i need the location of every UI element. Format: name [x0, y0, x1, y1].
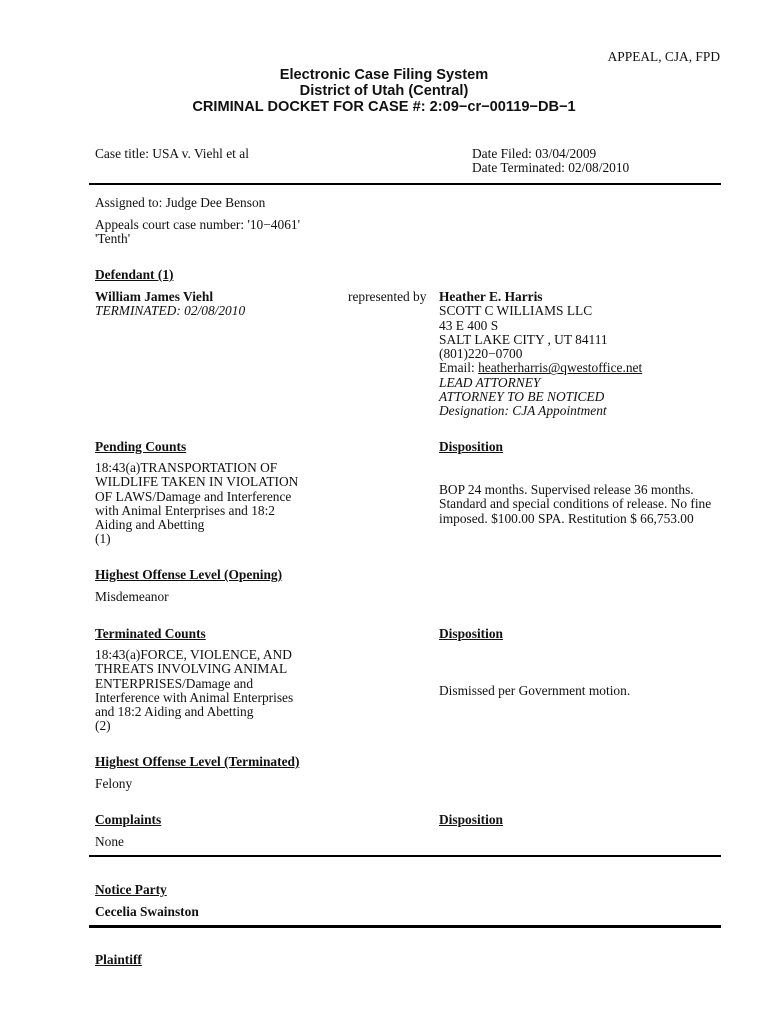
terminated-line: 18:43(a)FORCE, VIOLENCE, AND: [95, 647, 292, 662]
terminated-line: THREATS INVOLVING ANIMAL: [95, 661, 288, 677]
attorney-email-link[interactable]: heatherharris@qwestoffice.net: [478, 360, 643, 376]
divider: [89, 925, 721, 928]
case-flags: APPEAL, CJA, FPD: [607, 49, 720, 64]
pending-line: WILDLIFE TAKEN IN VIOLATION: [95, 474, 299, 490]
pending-disposition-heading: Disposition: [439, 439, 503, 454]
highest-offense-terminated-heading: Highest Offense Level (Terminated): [95, 754, 300, 769]
appeals-case-number: Appeals court case number: '10−4061': [95, 217, 300, 232]
pending-line: Aiding and Abetting: [95, 517, 205, 533]
assigned-judge: Assigned to: Judge Dee Benson: [95, 195, 266, 210]
header-title: Electronic Case Filing System: [279, 67, 489, 83]
highest-offense-terminated-value: Felony: [95, 776, 133, 791]
attorney-name: Heather E. Harris: [439, 289, 543, 304]
pending-counts-heading: Pending Counts: [95, 439, 187, 454]
pending-line: 18:43(a)TRANSPORTATION OF: [95, 460, 278, 475]
terminated-counts-heading: Terminated Counts: [95, 626, 206, 641]
complaints-heading: Complaints: [95, 812, 162, 827]
divider: [89, 183, 721, 185]
attorney-phone: (801)220−0700: [439, 346, 523, 362]
case-title: Case title: USA v. Viehl et al: [95, 146, 249, 161]
attorney-block: [439, 290, 642, 419]
pending-disposition-line: BOP 24 months. Supervised release 36 months.: [439, 482, 694, 497]
pending-disposition-text: [439, 483, 711, 526]
plaintiff-heading: Plaintiff: [95, 952, 142, 967]
pending-count-text: [95, 461, 298, 547]
highest-offense-opening-heading: Highest Offense Level (Opening): [95, 567, 283, 582]
defendant-name: William James Viehl: [95, 289, 214, 304]
header-district: District of Utah (Central): [299, 83, 469, 99]
complaints-value: None: [95, 834, 125, 849]
terminated-disposition-heading: Disposition: [439, 626, 503, 641]
attorney-address-1: 43 E 400 S: [439, 317, 499, 333]
attorney-email-row: [439, 361, 642, 375]
notice-party-name: Cecelia Swainston: [95, 904, 199, 919]
attorney-firm: SCOTT C WILLIAMS LLC: [439, 303, 593, 319]
attorney-email-label: Email:: [439, 360, 479, 376]
date-terminated: Date Terminated: 02/08/2010: [472, 160, 630, 175]
pending-disposition-line: Standard and special conditions of release. No fine: [439, 496, 712, 512]
highest-offense-opening-value: Misdemeanor: [95, 589, 169, 604]
date-filed: Date Filed: 03/04/2009: [472, 146, 597, 161]
terminated-line: ENTERPRISES/Damage and: [95, 675, 254, 691]
defendant-terminated: TERMINATED: 02/08/2010: [95, 303, 246, 318]
terminated-line: Interference with Animal Enterprises: [95, 689, 294, 705]
pending-line: (1): [95, 531, 111, 547]
appeals-court: 'Tenth': [95, 231, 131, 246]
notice-party-heading: Notice Party: [95, 882, 167, 897]
pending-line: with Animal Enterprises and 18:2: [95, 502, 276, 518]
defendant-heading: Defendant (1): [95, 267, 174, 282]
terminated-line: (2): [95, 718, 111, 734]
divider: [89, 855, 721, 857]
terminated-count-text: [95, 648, 293, 734]
header-docket: CRIMINAL DOCKET FOR CASE #: 2:09−cr−00119−DB−1: [192, 99, 576, 115]
attorney-to-be-noticed: ATTORNEY TO BE NOTICED: [439, 389, 605, 405]
terminated-disposition-text: Dismissed per Government motion.: [439, 683, 631, 698]
complaints-disposition-heading: Disposition: [439, 812, 503, 827]
attorney-designation: Designation: CJA Appointment: [439, 403, 607, 419]
represented-by-label: represented by: [348, 289, 427, 304]
attorney-address-2: SALT LAKE CITY , UT 84111: [439, 331, 608, 347]
pending-disposition-line: imposed. $100.00 SPA. Restitution $ 66,753.00: [439, 510, 694, 526]
terminated-line: and 18:2 Aiding and Abetting: [95, 704, 254, 720]
pending-line: OF LAWS/Damage and Interference: [95, 488, 292, 504]
lead-attorney: LEAD ATTORNEY: [439, 374, 541, 390]
